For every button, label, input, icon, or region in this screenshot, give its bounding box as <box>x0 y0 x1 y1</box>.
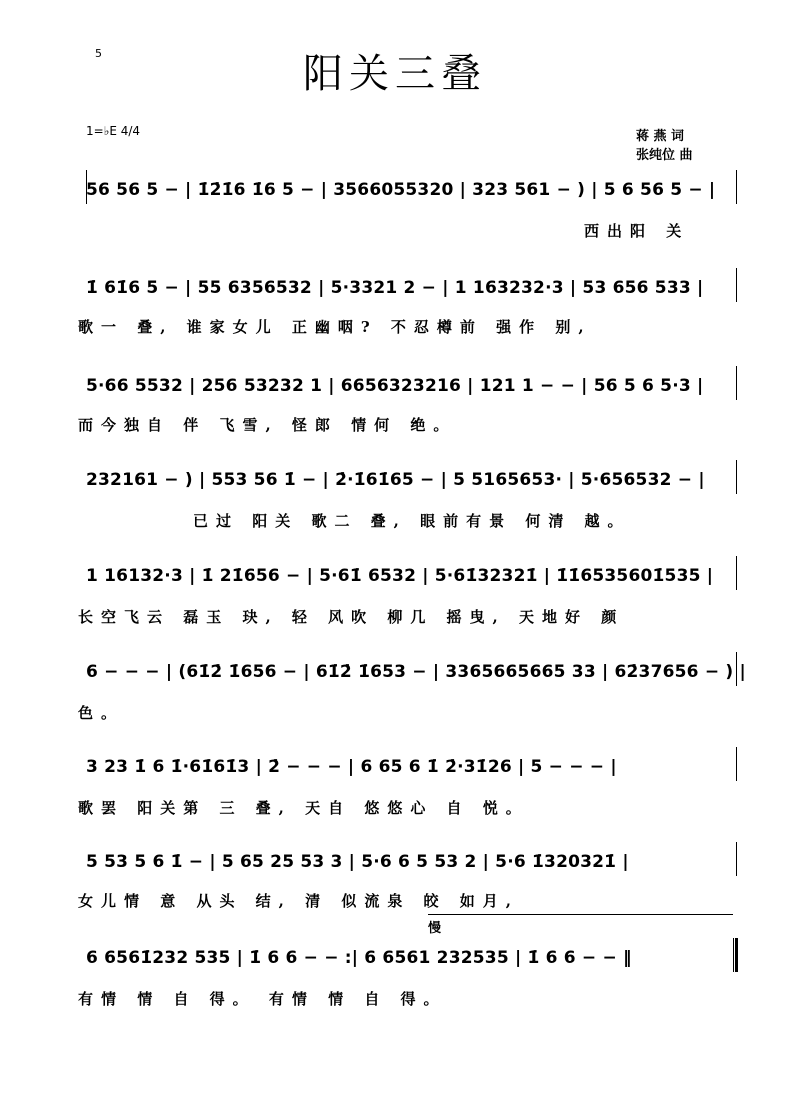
key-signature: 1=♭E 4/4 <box>86 124 141 138</box>
system-start-barline <box>86 170 87 204</box>
system-end-barline <box>736 747 737 781</box>
system-end-barline <box>736 460 737 494</box>
credits <box>636 127 693 165</box>
score-line-3: 5·66 5532 | 256 53232 1 | 6656323216 | 121 1 − − | 56 5 6 5·3 | <box>86 376 704 396</box>
score-line-5: 1 16132·3 | 1̇ 21̇656 − | 5·61̇ 6532 | 5·61̇32321̇ | 1̇1̇6535601̇535 | <box>86 566 714 586</box>
score-line-4: 232161 − ) | 553 56 1̇ − | 2̇·1̇61̇65 − | 5 5165653· | 5·656532 − | <box>86 470 705 490</box>
tempo-marking: 慢 <box>428 914 733 936</box>
score-line-6: 6 − − − | (61̇2̇ 1̇656 − | 61̇2̇ 1̇653 − | 3365665665 33 | 62̇37656 − ) | <box>86 662 746 682</box>
lyrics-line-4: 已过 阳关 歌二 叠, 眼前有景 何清 越。 <box>78 512 631 530</box>
page-title: 阳关三叠 <box>303 51 487 97</box>
composer-credit: 张纯位 曲 <box>636 148 693 163</box>
lyricist-credit: 蒋 燕 词 <box>636 129 685 144</box>
system-end-barline <box>736 556 737 590</box>
score-line-1: 56 56 5 − | 1̇2̇1̇6 1̇6 5 − | 3566055320 | 323 561 − ) | 5 6 56 5 − | <box>86 180 716 200</box>
lyrics-line-5: 长空飞云 磊玉 玦, 轻 风吹 柳几 摇曳, 天地好 颜 <box>78 608 625 626</box>
final-barline <box>733 938 738 972</box>
score-line-8: 5 53 5 6 1̇ − | 5 65 25 53 3 | 5·6 6 5 53 2 | 5·6 1̇320321̇ | <box>86 852 629 872</box>
lyrics-line-2: 歌一 叠, 谁家女儿 正幽咽? 不忍樽前 强作 别, <box>78 318 592 336</box>
system-end-barline <box>736 842 737 876</box>
system-end-barline <box>736 652 737 686</box>
score-line-2: 1̇ 61̇6 5 − | 55 6356532 | 5·3321 2 − | 1 163232·3 | 53 656 533 | <box>86 278 704 298</box>
score-line-7: 3 23 1̇ 6 1̇·61̇61̇3 | 2̇ − − − | 6 65 6 1̇ 2̇·31̇26 | 5 − − − | <box>86 757 617 777</box>
lyrics-line-8: 女儿情 意 从头 结, 清 似流泉 皎 如月, <box>78 892 520 910</box>
lyrics-line-7: 歌罢 阳关第 三 叠, 天自 悠悠心 自 悦。 <box>78 799 529 817</box>
lyrics-line-3: 而今独自 伴 飞雪, 怪郎 情何 绝。 <box>78 416 457 434</box>
system-end-barline <box>736 366 737 400</box>
lyrics-line-6: 色。 <box>78 704 125 722</box>
system-end-barline <box>736 268 737 302</box>
page-number: 5 <box>95 47 102 60</box>
system-end-barline <box>736 170 737 204</box>
lyrics-line-1: 西出阳 关 <box>78 222 690 240</box>
score-line-9: 6 6561̇232 535 | 1̇ 6 6 − − :| 6 6561 232535 | 1̇ 6 6 − − ‖ <box>86 948 632 968</box>
lyrics-line-9: 有情 情 自 得。 有情 情 自 得。 <box>78 990 447 1008</box>
